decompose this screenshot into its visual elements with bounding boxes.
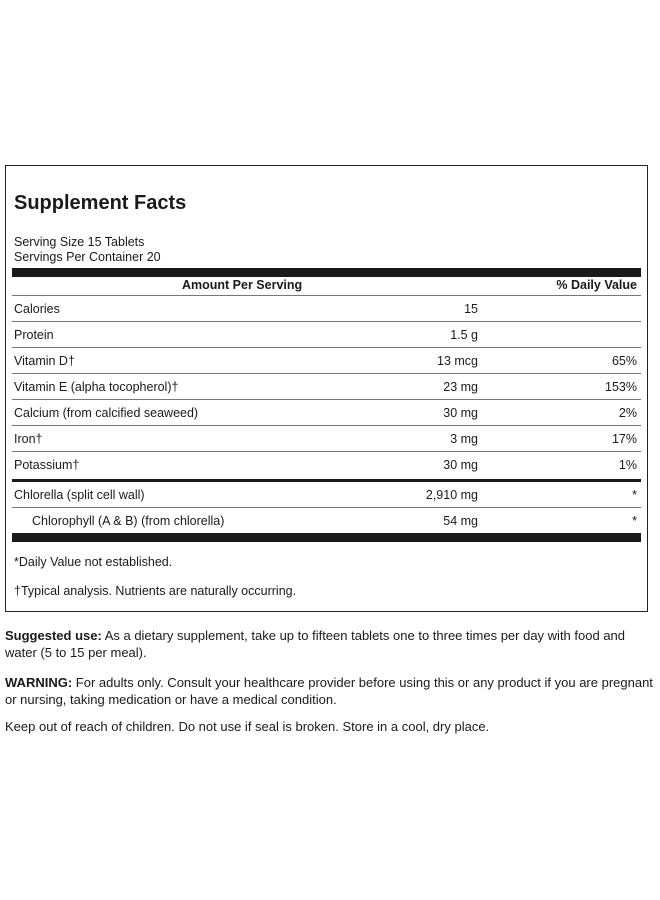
daily-value-header: % Daily Value xyxy=(556,278,637,292)
ingredient-row-chlorella xyxy=(12,482,641,508)
suggested-use-body: As a dietary supplement, take up to fifteen tablets one to three times per day with food and water (5 to 15 per meal). xyxy=(5,628,626,660)
warning-label: WARNING: xyxy=(5,675,73,690)
typical-analysis-footnote: †Typical analysis. Nutrients are naturally occurring. xyxy=(14,584,297,598)
ingredient-name: Chlorella (split cell wall) xyxy=(14,488,145,502)
nutrient-name: Protein xyxy=(14,328,54,342)
nutrient-amount: 30 mg xyxy=(443,406,478,420)
nutrient-name: Iron† xyxy=(14,432,43,446)
nutrient-amount: 1.5 g xyxy=(450,328,478,342)
nutrient-name: Calcium (from calcified seaweed) xyxy=(14,406,199,420)
ingredient-row-chlorophyll xyxy=(12,508,641,534)
ingredient-daily-value: * xyxy=(632,514,637,528)
nutrient-daily-value: 2% xyxy=(618,406,637,420)
nutrient-daily-value: 17% xyxy=(611,432,637,446)
nutrient-name: Calories xyxy=(14,302,60,316)
suggested-use-text xyxy=(5,627,655,661)
nutrient-name: Vitamin E (alpha tocopherol)† xyxy=(14,380,179,394)
panel-title: Supplement Facts xyxy=(14,192,187,214)
serving-size: Serving Size 15 Tablets xyxy=(14,235,145,249)
ingredient-daily-value: * xyxy=(632,488,637,502)
thick-divider-top xyxy=(12,268,641,277)
nutrient-name: Potassium† xyxy=(14,458,80,472)
nutrient-amount: 15 xyxy=(464,302,478,316)
ingredient-amount: 54 mg xyxy=(443,514,478,528)
daily-value-footnote: *Daily Value not established. xyxy=(14,555,173,569)
nutrient-row-protein xyxy=(12,322,641,348)
supplement-facts-panel xyxy=(5,165,648,612)
nutrient-daily-value: 1% xyxy=(618,458,637,472)
nutrient-amount: 3 mg xyxy=(450,432,478,446)
nutrient-row-vitamin-d xyxy=(12,348,641,374)
storage-text: Keep out of reach of children. Do not use if seal is broken. Store in a cool, dry place. xyxy=(5,719,490,734)
thick-divider-bottom xyxy=(12,533,641,542)
nutrient-amount: 30 mg xyxy=(443,458,478,472)
nutrient-row-potassium xyxy=(12,452,641,478)
nutrient-row-calcium xyxy=(12,400,641,426)
nutrient-daily-value: 153% xyxy=(605,380,637,394)
amount-per-serving-header: Amount Per Serving xyxy=(182,278,303,292)
nutrient-row-iron xyxy=(12,426,641,452)
nutrient-row-calories xyxy=(12,296,641,322)
nutrient-daily-value: 65% xyxy=(611,354,637,368)
warning-text xyxy=(5,674,655,708)
warning-body: For adults only. Consult your healthcare provider before using this or any product if you are pregnant or nursing, taking medication or have a medical condition. xyxy=(5,675,653,707)
suggested-use-label: Suggested use: xyxy=(5,628,102,643)
nutrient-amount: 23 mg xyxy=(443,380,478,394)
servings-per-container: Servings Per Container 20 xyxy=(14,250,161,264)
nutrient-amount: 13 mcg xyxy=(437,354,478,368)
ingredient-amount: 2,910 mg xyxy=(425,488,478,502)
nutrient-name: Vitamin D† xyxy=(14,354,75,368)
ingredient-name: Chlorophyll (A & B) (from chlorella) xyxy=(32,514,225,528)
nutrient-row-vitamin-e xyxy=(12,374,641,400)
